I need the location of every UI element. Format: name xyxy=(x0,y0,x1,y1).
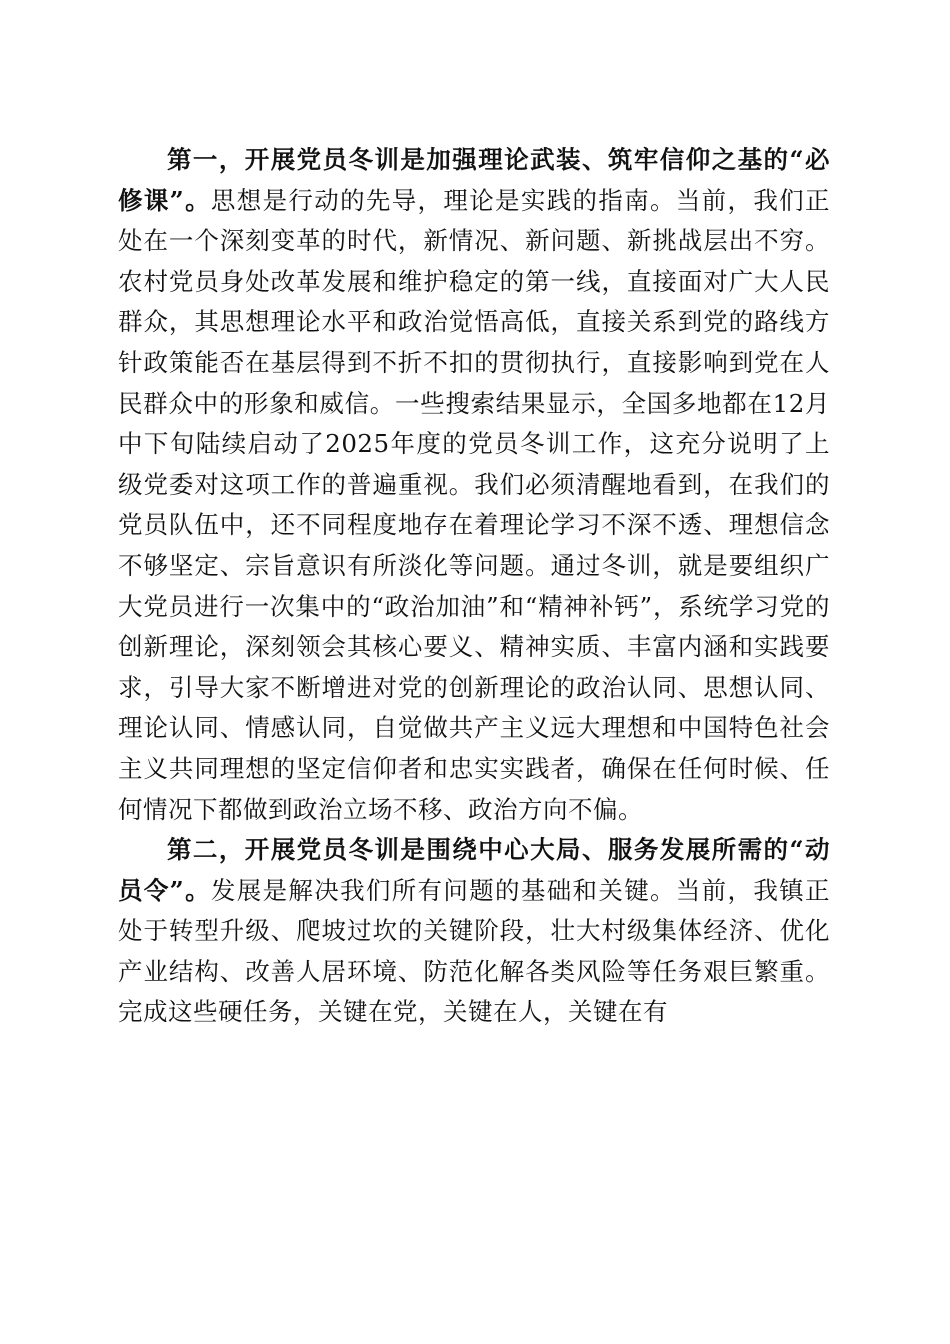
paragraph-second-point xyxy=(118,830,830,1033)
paragraph-lead: 第二，开展党员冬训是围绕中心大局、服务发展所需的“动员令”。 xyxy=(118,835,830,905)
paragraph-lead: 第一，开展党员冬训是加强理论武装、筑牢信仰之基的“必修课”。 xyxy=(118,145,830,215)
paragraph-body: 思想是行动的先导，理论是实践的指南。当前，我们正处在一个深刻变革的时代，新情况、新问题、新挑战层出不穷。农村党员身处改革发展和维护稳定的第一线，直接面对广大人民群众，其思想理论水平和政治觉悟高低，直接关系到党的路线方针政策能否在基层得到不折不扣的贯彻执行，直接影响到党在人民群众中的形象和威信。一些搜索结果显示，全国多地都在12月中下旬陆续启动了2025年度的党员冬训工作，这充分说明了上级党委对这项工作的普遍重视。我们必须清醒地看到，在我们的党员队伍中，还不同程度地存在着理论学习不深不透、理想信念不够坚定、宗旨意识有所淡化等问题。通过冬训，就是要组织广大党员进行一次集中的“政治加油”和“精神补钙”，系统学习党的创新理论，深刻领会其核心要义、精神实质、丰富内涵和实践要求，引导大家不断增进对党的创新理论的政治认同、思想认同、理论认同、情感认同，自觉做共产主义远大理想和中国特色社会主义共同理想的坚定信仰者和忠实实践者，确保在任何时候、任何情况下都做到政治立场不移、政治方向不偏。 xyxy=(118,185,831,824)
paragraph-first-point xyxy=(118,140,830,830)
paragraph-body: 发展是解决我们所有问题的基础和关键。当前，我镇正处于转型升级、爬坡过坎的关键阶段，壮大村级集体经济、优化产业结构、改善人居环境、防范化解各类风险等任务艰巨繁重。完成这些硬任务，关键在党，关键在人，关键在有 xyxy=(118,875,831,1027)
